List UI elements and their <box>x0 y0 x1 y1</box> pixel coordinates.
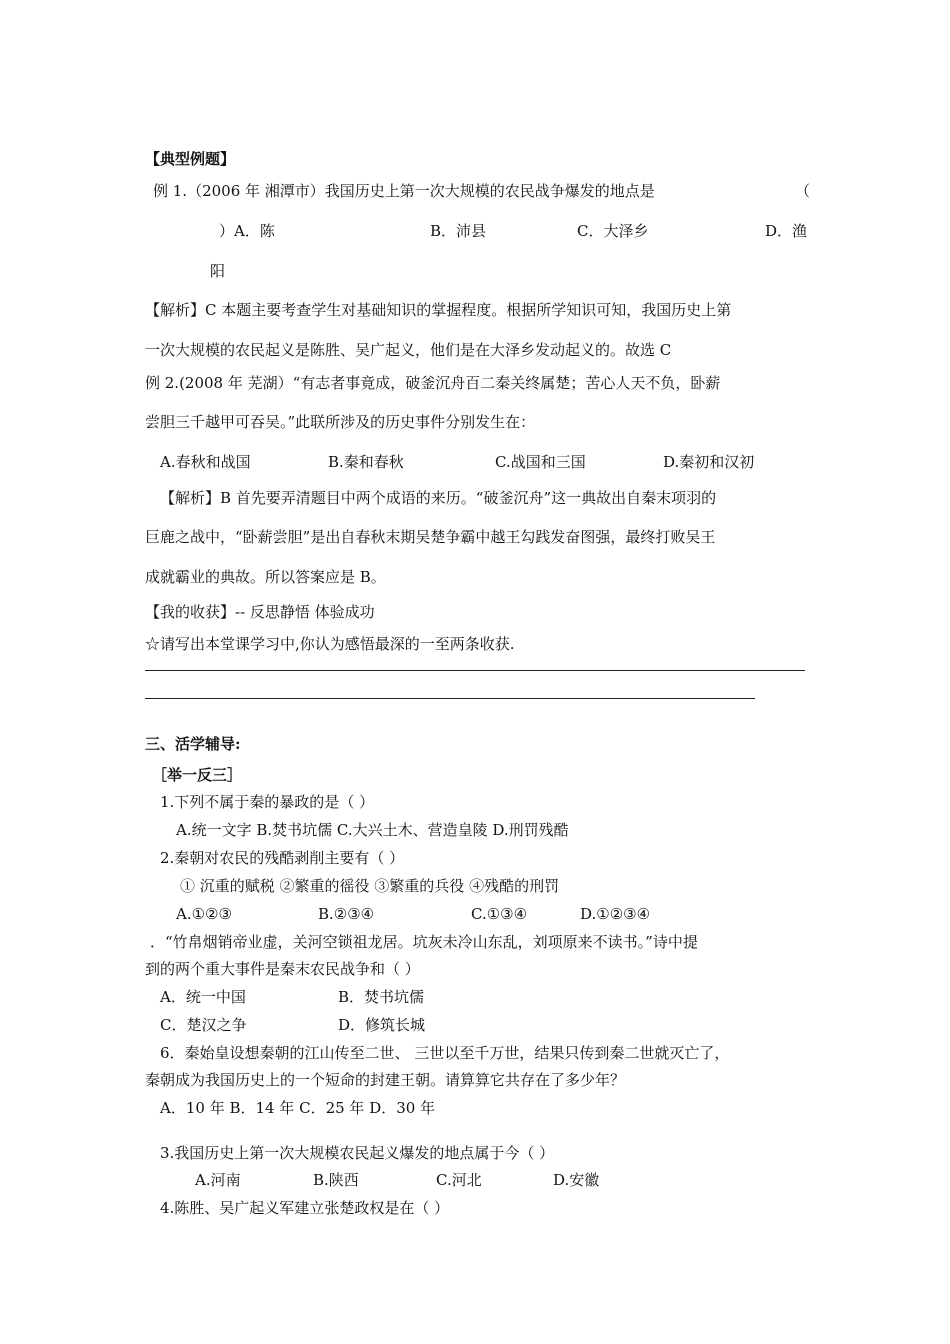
example-2-option-a: A.春秋和战国 <box>160 453 251 471</box>
q3-option-b: B.陕西 <box>313 1171 359 1189</box>
example-1-option-a: ）A．陈 <box>219 222 275 240</box>
q3-option-a: A.河南 <box>195 1171 241 1189</box>
q-poem-line1: ．“竹帛烟销帝业虚，关河空锁祖龙居。坑灰未冷山东乱，刘项原来不读书。”诗中提 <box>150 933 698 951</box>
example-2-option-d: D.秦初和汉初 <box>663 453 755 471</box>
q3-text: 3.我国历史上第一次大规模农民起义爆发的地点属于今（ ） <box>160 1144 555 1162</box>
q1-text: 1.下列不属于秦的暴政的是（ ） <box>160 793 375 811</box>
example-2-option-c: C.战国和三国 <box>495 453 586 471</box>
q2-option-a: A.①②③ <box>176 905 232 923</box>
q6-line1: 6．秦始皇设想秦朝的江山传至二世、 三世以至千万世，结果只传到秦二世就灭亡了， <box>160 1044 730 1062</box>
example-2-analysis-line3: 成就霸业的典故。所以答案应是 B。 <box>145 568 386 586</box>
section-three-heading: 三、活学辅导: <box>145 735 241 753</box>
q-poem-option-a: A．统一中国 <box>160 988 246 1006</box>
section-examples-heading: 【典型例题】 <box>145 150 236 168</box>
example-2-option-b: B.秦和春秋 <box>328 453 404 471</box>
q6-line2: 秦朝成为我国历史上的一个短命的封建王朝。请算算它共存在了多少年？ <box>145 1071 626 1089</box>
harvest-heading: 【我的收获】-- 反思静悟 体验成功 <box>145 603 375 621</box>
example-2-analysis-line1: 【解析】B 首先要弄清题目中两个成语的来历。“破釜沉舟”这一典故出自秦末项羽的 <box>160 489 717 507</box>
q2-option-d: D.①②③④ <box>580 905 651 923</box>
q3-option-d: D.安徽 <box>553 1171 600 1189</box>
example-1-option-d-cont: 阳 <box>210 262 226 280</box>
q2-text: 2.秦朝对农民的残酷剥削主要有（ ） <box>160 849 405 867</box>
q-poem-option-c: C．楚汉之争 <box>160 1016 247 1034</box>
example-1-option-b: B．沛县 <box>430 222 487 240</box>
section-three-subheading: ［举一反三］ <box>152 766 243 784</box>
example-1-question: 例 1.（2006 年 湘潭市）我国历史上第一次大规模的农民战争爆发的地点是 <box>153 182 655 200</box>
example-1-option-d: D．渔 <box>765 222 808 240</box>
example-2-question-line1: 例 2.(2008 年 芜湖）“有志者事竟成，破釜沉舟百二秦关终属楚；苦心人天不负，卧薪 <box>145 374 721 392</box>
answer-line-2[interactable] <box>145 698 755 699</box>
q-poem-option-d: D．修筑长城 <box>338 1016 426 1034</box>
q2-option-b: B.②③④ <box>318 905 375 923</box>
example-1-analysis-line2: 一次大规模的农民起义是陈胜、吴广起义，他们是在大泽乡发动起义的。故选 C <box>145 341 672 359</box>
example-1-analysis-line1: 【解析】C 本题主要考查学生对基础知识的掌握程度。根据所学知识可知，我国历史上第 <box>145 301 732 319</box>
q3-option-c: C.河北 <box>436 1171 482 1189</box>
harvest-prompt: ☆请写出本堂课学习中,你认为感悟最深的一至两条收获. <box>145 635 515 653</box>
q-poem-option-b: B．焚书坑儒 <box>338 988 425 1006</box>
example-1-option-c: C．大泽乡 <box>577 222 649 240</box>
q2-option-c: C.①③④ <box>471 905 528 923</box>
answer-line-1[interactable] <box>145 670 805 671</box>
q1-options: A.统一文字 B.焚书坑儒 C.大兴土木、营造皇陵 D.刑罚残酷 <box>176 821 569 839</box>
example-2-question-line2: 尝胆三千越甲可吞吴。”此联所涉及的历史事件分别发生在： <box>145 413 536 431</box>
q6-options: A．10 年 B．14 年 C．25 年 D．30 年 <box>160 1099 436 1117</box>
example-2-analysis-line2: 巨鹿之战中，“卧薪尝胆”是出自春秋末期吴楚争霸中越王勾践发奋图强，最终打败吴王 <box>145 528 716 546</box>
q4-text: 4.陈胜、吴广起义军建立张楚政权是在（ ） <box>160 1199 450 1217</box>
example-1-paren-open: （ <box>795 182 811 200</box>
q2-items: ① 沉重的赋税 ②繁重的徭役 ③繁重的兵役 ④残酷的刑罚 <box>180 877 560 895</box>
q-poem-line2: 到的两个重大事件是秦末农民战争和（ ） <box>145 960 420 978</box>
